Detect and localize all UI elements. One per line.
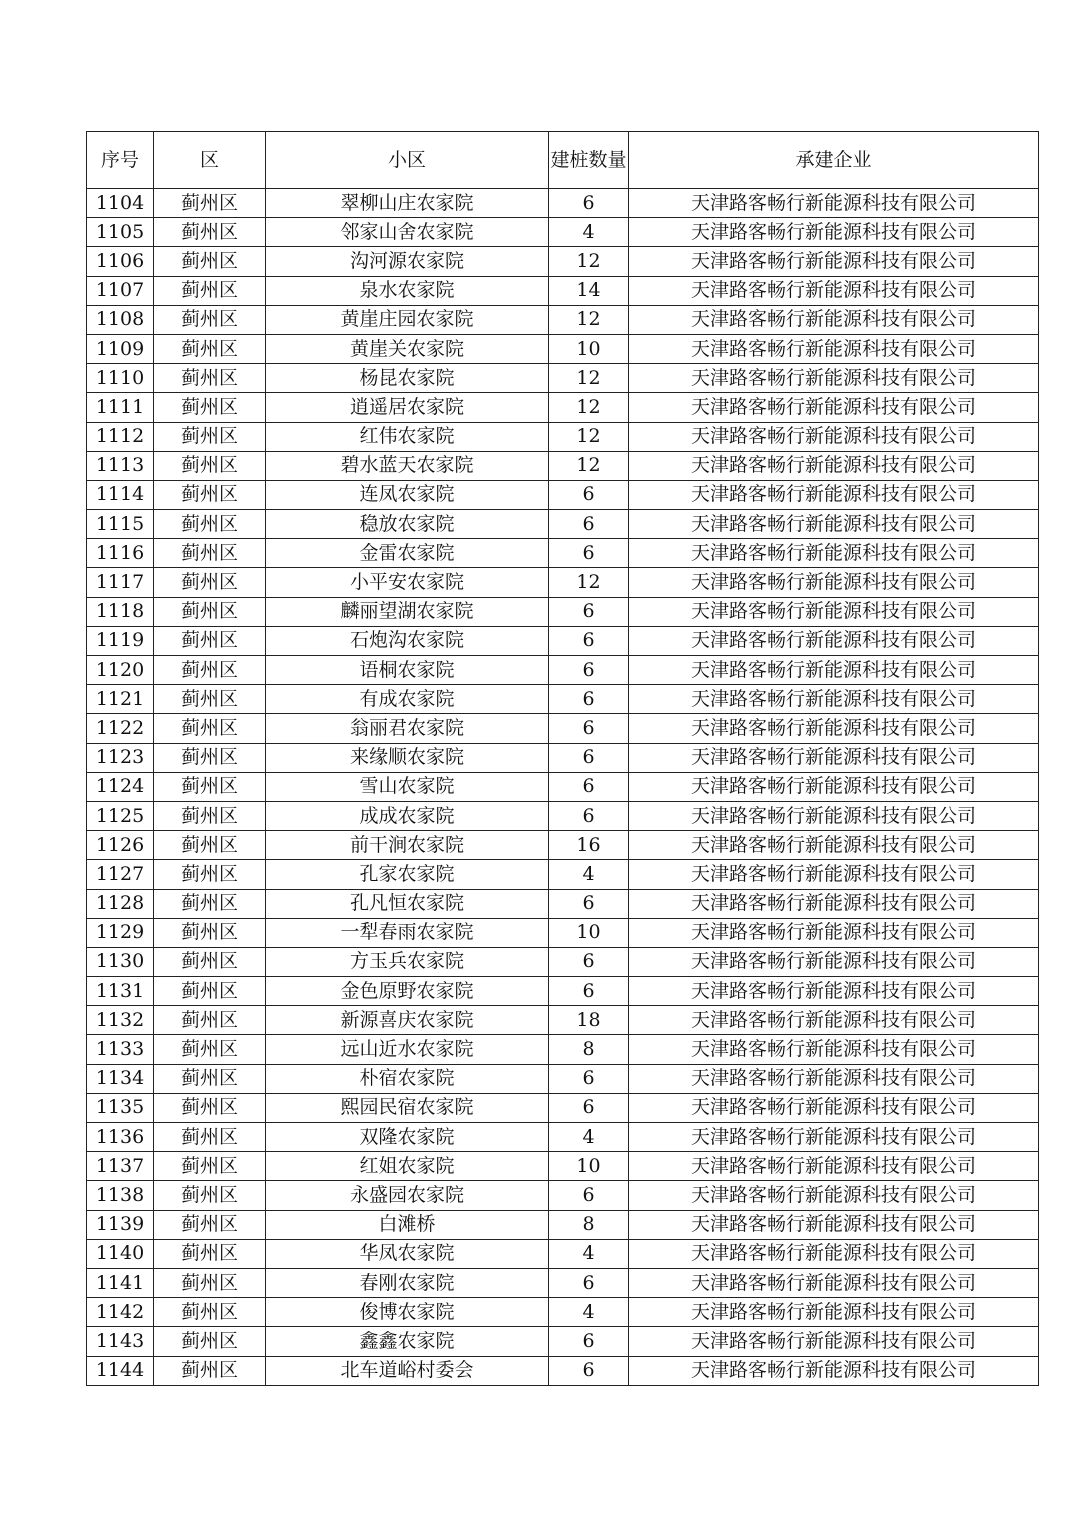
cell-district: 蓟州区	[154, 860, 266, 889]
table-row	[87, 1123, 1039, 1152]
cell-count: 8	[549, 1210, 629, 1239]
cell-community: 熙园民宿农家院	[266, 1093, 549, 1122]
cell-community: 金色原野农家院	[266, 977, 549, 1006]
cell-district: 蓟州区	[154, 539, 266, 568]
table-row	[87, 626, 1039, 655]
cell-count: 12	[549, 305, 629, 334]
cell-count: 6	[549, 480, 629, 509]
cell-company: 天津路客畅行新能源科技有限公司	[629, 889, 1039, 918]
cell-company: 天津路客畅行新能源科技有限公司	[629, 393, 1039, 422]
table-row	[87, 1239, 1039, 1268]
cell-count: 12	[549, 451, 629, 480]
cell-community: 双隆农家院	[266, 1123, 549, 1152]
cell-count: 6	[549, 1093, 629, 1122]
cell-company: 天津路客畅行新能源科技有限公司	[629, 1093, 1039, 1122]
cell-seq: 1124	[87, 772, 154, 801]
cell-seq: 1129	[87, 918, 154, 947]
cell-seq: 1118	[87, 597, 154, 626]
cell-count: 6	[549, 889, 629, 918]
cell-district: 蓟州区	[154, 1152, 266, 1181]
table-row	[87, 451, 1039, 480]
table-row	[87, 1268, 1039, 1297]
cell-company: 天津路客畅行新能源科技有限公司	[629, 1356, 1039, 1385]
cell-district: 蓟州区	[154, 1181, 266, 1210]
cell-company: 天津路客畅行新能源科技有限公司	[629, 597, 1039, 626]
cell-community: 红姐农家院	[266, 1152, 549, 1181]
cell-seq: 1105	[87, 218, 154, 247]
cell-seq: 1140	[87, 1239, 154, 1268]
cell-count: 6	[549, 1181, 629, 1210]
cell-count: 6	[549, 597, 629, 626]
cell-company: 天津路客畅行新能源科技有限公司	[629, 189, 1039, 218]
cell-community: 雪山农家院	[266, 772, 549, 801]
cell-community: 前干涧农家院	[266, 831, 549, 860]
cell-count: 6	[549, 977, 629, 1006]
cell-company: 天津路客畅行新能源科技有限公司	[629, 772, 1039, 801]
cell-district: 蓟州区	[154, 393, 266, 422]
cell-seq: 1123	[87, 743, 154, 772]
cell-count: 6	[549, 1268, 629, 1297]
table-row	[87, 656, 1039, 685]
cell-count: 10	[549, 334, 629, 363]
cell-district: 蓟州区	[154, 714, 266, 743]
cell-company: 天津路客畅行新能源科技有限公司	[629, 1123, 1039, 1152]
cell-district: 蓟州区	[154, 1123, 266, 1152]
cell-district: 蓟州区	[154, 510, 266, 539]
cell-seq: 1136	[87, 1123, 154, 1152]
table-row	[87, 1181, 1039, 1210]
table-row	[87, 568, 1039, 597]
cell-seq: 1137	[87, 1152, 154, 1181]
cell-district: 蓟州区	[154, 218, 266, 247]
cell-district: 蓟州区	[154, 685, 266, 714]
cell-company: 天津路客畅行新能源科技有限公司	[629, 276, 1039, 305]
cell-district: 蓟州区	[154, 977, 266, 1006]
cell-district: 蓟州区	[154, 364, 266, 393]
table-row	[87, 189, 1039, 218]
cell-community: 孔凡恒农家院	[266, 889, 549, 918]
cell-community: 金雷农家院	[266, 539, 549, 568]
cell-community: 朴宿农家院	[266, 1064, 549, 1093]
cell-count: 18	[549, 1006, 629, 1035]
cell-community: 一犁春雨农家院	[266, 918, 549, 947]
table-row	[87, 1035, 1039, 1064]
cell-seq: 1133	[87, 1035, 154, 1064]
cell-district: 蓟州区	[154, 1064, 266, 1093]
cell-district: 蓟州区	[154, 451, 266, 480]
cell-count: 12	[549, 364, 629, 393]
header-company: 承建企业	[629, 132, 1039, 189]
cell-district: 蓟州区	[154, 1268, 266, 1297]
cell-community: 语桐农家院	[266, 656, 549, 685]
cell-community: 永盛园农家院	[266, 1181, 549, 1210]
cell-company: 天津路客畅行新能源科技有限公司	[629, 539, 1039, 568]
cell-company: 天津路客畅行新能源科技有限公司	[629, 1298, 1039, 1327]
cell-count: 6	[549, 656, 629, 685]
cell-district: 蓟州区	[154, 247, 266, 276]
table-row	[87, 364, 1039, 393]
cell-community: 黄崖庄园农家院	[266, 305, 549, 334]
table-row	[87, 918, 1039, 947]
cell-seq: 1135	[87, 1093, 154, 1122]
cell-community: 俊博农家院	[266, 1298, 549, 1327]
table-row	[87, 247, 1039, 276]
cell-community: 小平安农家院	[266, 568, 549, 597]
cell-district: 蓟州区	[154, 1327, 266, 1356]
table-row	[87, 860, 1039, 889]
cell-company: 天津路客畅行新能源科技有限公司	[629, 1268, 1039, 1297]
cell-count: 4	[549, 1239, 629, 1268]
cell-company: 天津路客畅行新能源科技有限公司	[629, 656, 1039, 685]
table-row	[87, 276, 1039, 305]
cell-count: 6	[549, 743, 629, 772]
cell-seq: 1121	[87, 685, 154, 714]
table-row	[87, 1006, 1039, 1035]
cell-community: 来缘顺农家院	[266, 743, 549, 772]
cell-community: 泉水农家院	[266, 276, 549, 305]
table-row	[87, 1210, 1039, 1239]
cell-community: 石炮沟农家院	[266, 626, 549, 655]
cell-count: 16	[549, 831, 629, 860]
cell-district: 蓟州区	[154, 189, 266, 218]
cell-seq: 1120	[87, 656, 154, 685]
cell-company: 天津路客畅行新能源科技有限公司	[629, 334, 1039, 363]
cell-district: 蓟州区	[154, 1093, 266, 1122]
cell-district: 蓟州区	[154, 334, 266, 363]
cell-seq: 1125	[87, 801, 154, 830]
cell-seq: 1113	[87, 451, 154, 480]
cell-company: 天津路客畅行新能源科技有限公司	[629, 305, 1039, 334]
header-community: 小区	[266, 132, 549, 189]
cell-seq: 1141	[87, 1268, 154, 1297]
cell-community: 华凤农家院	[266, 1239, 549, 1268]
table-row	[87, 889, 1039, 918]
cell-seq: 1138	[87, 1181, 154, 1210]
cell-company: 天津路客畅行新能源科技有限公司	[629, 1210, 1039, 1239]
cell-company: 天津路客畅行新能源科技有限公司	[629, 1064, 1039, 1093]
cell-district: 蓟州区	[154, 1239, 266, 1268]
table-row	[87, 539, 1039, 568]
cell-count: 10	[549, 918, 629, 947]
cell-community: 成成农家院	[266, 801, 549, 830]
cell-seq: 1117	[87, 568, 154, 597]
cell-district: 蓟州区	[154, 597, 266, 626]
cell-company: 天津路客畅行新能源科技有限公司	[629, 568, 1039, 597]
cell-community: 逍遥居农家院	[266, 393, 549, 422]
cell-community: 黄崖关农家院	[266, 334, 549, 363]
cell-community: 沟河源农家院	[266, 247, 549, 276]
cell-company: 天津路客畅行新能源科技有限公司	[629, 451, 1039, 480]
cell-community: 鑫鑫农家院	[266, 1327, 549, 1356]
cell-seq: 1116	[87, 539, 154, 568]
table-row	[87, 510, 1039, 539]
table-row	[87, 393, 1039, 422]
cell-company: 天津路客畅行新能源科技有限公司	[629, 510, 1039, 539]
table-row	[87, 1356, 1039, 1385]
cell-count: 4	[549, 1123, 629, 1152]
header-district: 区	[154, 132, 266, 189]
table-row	[87, 1064, 1039, 1093]
cell-company: 天津路客畅行新能源科技有限公司	[629, 1006, 1039, 1035]
cell-count: 4	[549, 218, 629, 247]
cell-count: 12	[549, 422, 629, 451]
cell-community: 有成农家院	[266, 685, 549, 714]
cell-community: 邻家山舍农家院	[266, 218, 549, 247]
table-row	[87, 977, 1039, 1006]
table-row	[87, 334, 1039, 363]
cell-company: 天津路客畅行新能源科技有限公司	[629, 247, 1039, 276]
cell-company: 天津路客畅行新能源科技有限公司	[629, 947, 1039, 976]
cell-count: 6	[549, 801, 629, 830]
cell-company: 天津路客畅行新能源科技有限公司	[629, 801, 1039, 830]
cell-community: 碧水蓝天农家院	[266, 451, 549, 480]
cell-district: 蓟州区	[154, 743, 266, 772]
cell-seq: 1131	[87, 977, 154, 1006]
cell-count: 6	[549, 539, 629, 568]
cell-district: 蓟州区	[154, 1035, 266, 1064]
cell-company: 天津路客畅行新能源科技有限公司	[629, 685, 1039, 714]
cell-seq: 1132	[87, 1006, 154, 1035]
cell-seq: 1114	[87, 480, 154, 509]
table-row	[87, 1298, 1039, 1327]
cell-count: 8	[549, 1035, 629, 1064]
cell-company: 天津路客畅行新能源科技有限公司	[629, 626, 1039, 655]
cell-community: 杨昆农家院	[266, 364, 549, 393]
table-row	[87, 831, 1039, 860]
cell-company: 天津路客畅行新能源科技有限公司	[629, 977, 1039, 1006]
cell-district: 蓟州区	[154, 568, 266, 597]
header-count: 建桩数量	[549, 132, 629, 189]
cell-district: 蓟州区	[154, 831, 266, 860]
cell-company: 天津路客畅行新能源科技有限公司	[629, 480, 1039, 509]
cell-seq: 1110	[87, 364, 154, 393]
cell-community: 红伟农家院	[266, 422, 549, 451]
cell-community: 白滩桥	[266, 1210, 549, 1239]
cell-district: 蓟州区	[154, 480, 266, 509]
cell-count: 6	[549, 1356, 629, 1385]
cell-company: 天津路客畅行新能源科技有限公司	[629, 743, 1039, 772]
cell-seq: 1109	[87, 334, 154, 363]
cell-seq: 1106	[87, 247, 154, 276]
cell-seq: 1128	[87, 889, 154, 918]
cell-district: 蓟州区	[154, 947, 266, 976]
cell-district: 蓟州区	[154, 626, 266, 655]
cell-count: 12	[549, 247, 629, 276]
cell-company: 天津路客畅行新能源科技有限公司	[629, 1035, 1039, 1064]
cell-community: 翁丽君农家院	[266, 714, 549, 743]
charging-pile-table	[86, 131, 1039, 1386]
cell-count: 6	[549, 1327, 629, 1356]
cell-community: 新源喜庆农家院	[266, 1006, 549, 1035]
cell-seq: 1130	[87, 947, 154, 976]
table-row	[87, 714, 1039, 743]
cell-district: 蓟州区	[154, 1356, 266, 1385]
cell-count: 6	[549, 510, 629, 539]
cell-company: 天津路客畅行新能源科技有限公司	[629, 218, 1039, 247]
cell-company: 天津路客畅行新能源科技有限公司	[629, 714, 1039, 743]
cell-seq: 1139	[87, 1210, 154, 1239]
cell-community: 方玉兵农家院	[266, 947, 549, 976]
table-row	[87, 1152, 1039, 1181]
cell-seq: 1119	[87, 626, 154, 655]
cell-seq: 1143	[87, 1327, 154, 1356]
header-seq: 序号	[87, 132, 154, 189]
table-body	[87, 189, 1039, 1386]
cell-company: 天津路客畅行新能源科技有限公司	[629, 1181, 1039, 1210]
table-row	[87, 772, 1039, 801]
table-row	[87, 743, 1039, 772]
cell-district: 蓟州区	[154, 772, 266, 801]
cell-count: 6	[549, 189, 629, 218]
cell-seq: 1115	[87, 510, 154, 539]
cell-seq: 1111	[87, 393, 154, 422]
cell-count: 6	[549, 947, 629, 976]
table-row	[87, 1093, 1039, 1122]
cell-seq: 1127	[87, 860, 154, 889]
cell-count: 6	[549, 685, 629, 714]
cell-seq: 1142	[87, 1298, 154, 1327]
header-row	[87, 132, 1039, 189]
cell-community: 麟丽望湖农家院	[266, 597, 549, 626]
cell-count: 4	[549, 1298, 629, 1327]
cell-district: 蓟州区	[154, 656, 266, 685]
cell-seq: 1134	[87, 1064, 154, 1093]
table-row	[87, 480, 1039, 509]
cell-community: 连凤农家院	[266, 480, 549, 509]
cell-district: 蓟州区	[154, 889, 266, 918]
cell-count: 14	[549, 276, 629, 305]
cell-district: 蓟州区	[154, 1210, 266, 1239]
cell-seq: 1112	[87, 422, 154, 451]
cell-seq: 1107	[87, 276, 154, 305]
cell-count: 12	[549, 568, 629, 597]
table-row	[87, 685, 1039, 714]
cell-company: 天津路客畅行新能源科技有限公司	[629, 1327, 1039, 1356]
cell-seq: 1126	[87, 831, 154, 860]
cell-community: 翠柳山庄农家院	[266, 189, 549, 218]
cell-company: 天津路客畅行新能源科技有限公司	[629, 831, 1039, 860]
cell-company: 天津路客畅行新能源科技有限公司	[629, 860, 1039, 889]
cell-community: 远山近水农家院	[266, 1035, 549, 1064]
cell-count: 6	[549, 772, 629, 801]
cell-district: 蓟州区	[154, 918, 266, 947]
cell-seq: 1108	[87, 305, 154, 334]
table-row	[87, 1327, 1039, 1356]
cell-district: 蓟州区	[154, 1006, 266, 1035]
cell-seq: 1122	[87, 714, 154, 743]
cell-count: 4	[549, 860, 629, 889]
table-row	[87, 218, 1039, 247]
cell-community: 春刚农家院	[266, 1268, 549, 1297]
cell-count: 10	[549, 1152, 629, 1181]
cell-district: 蓟州区	[154, 801, 266, 830]
cell-community: 孔家农家院	[266, 860, 549, 889]
cell-district: 蓟州区	[154, 1298, 266, 1327]
table-row	[87, 947, 1039, 976]
cell-district: 蓟州区	[154, 276, 266, 305]
table-row	[87, 801, 1039, 830]
cell-company: 天津路客畅行新能源科技有限公司	[629, 1152, 1039, 1181]
cell-community: 稳放农家院	[266, 510, 549, 539]
table-row	[87, 422, 1039, 451]
cell-count: 12	[549, 393, 629, 422]
cell-district: 蓟州区	[154, 422, 266, 451]
cell-seq: 1144	[87, 1356, 154, 1385]
table-row	[87, 597, 1039, 626]
cell-company: 天津路客畅行新能源科技有限公司	[629, 422, 1039, 451]
cell-company: 天津路客畅行新能源科技有限公司	[629, 1239, 1039, 1268]
cell-district: 蓟州区	[154, 305, 266, 334]
cell-community: 北车道峪村委会	[266, 1356, 549, 1385]
table-row	[87, 305, 1039, 334]
cell-count: 6	[549, 1064, 629, 1093]
cell-company: 天津路客畅行新能源科技有限公司	[629, 364, 1039, 393]
cell-count: 6	[549, 626, 629, 655]
cell-company: 天津路客畅行新能源科技有限公司	[629, 918, 1039, 947]
cell-seq: 1104	[87, 189, 154, 218]
cell-count: 6	[549, 714, 629, 743]
